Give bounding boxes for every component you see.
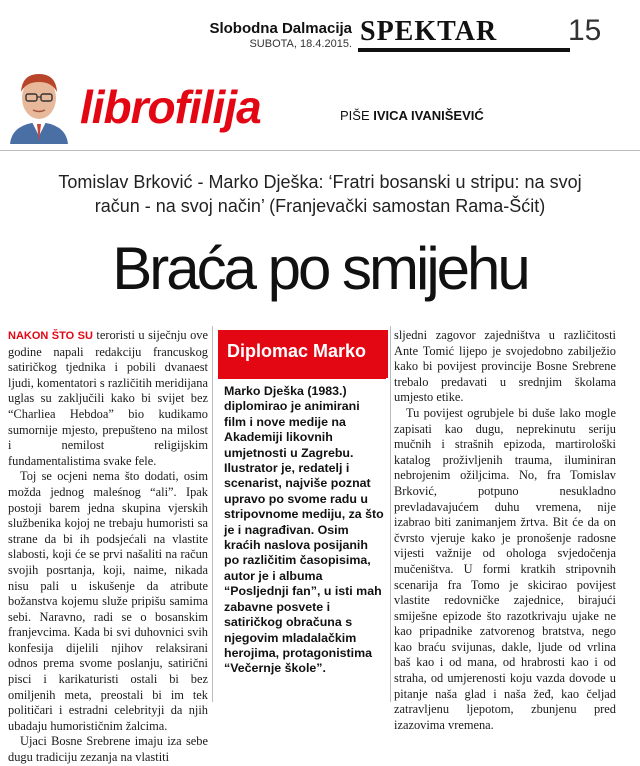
paragraph — [8, 328, 208, 469]
sidebar-body: Marko Dješka (1983.) diplomirao je animirani film i nove medije na Akademiji likovnih umjetnosti u Zagrebu. Ilustrator je, redatelj i scenarist, najviše poznat upravo po svome radu u stripovnome mediju, za što je i nagrađivan. Osim kraćih naslova posijanih po različitim časopisima, autor je i albuma “Posljednji fan”, u isti mah zabavne posvete i satiričkog obračuna s njegovim mladalačkim herojima, protagonistima “Večernje škole”. — [224, 384, 384, 676]
column-author — [340, 108, 484, 123]
paragraph: Toj se ocjeni nema što dodati, osim možda jednog maleśnog “ali”. Ipak postoji barem jedna skupina vjerskih službenika kojoj ne trebaju humoristi sa strane da bi ih podsjećali na vlastite slabosti, koji će se prvi našaliti na račun svojih posrtanja, koji, naime, nikada nisu pali u iskušenje da atribute božanstva kojemu služe pripišu samima sebi. Naravno, radi se o bosanskim franjevcima. Kada bi svi duhovnici svih konfesija dijelili njihov relaksirani odnos prema svome poslanju, satirični pisci i karikaturisti ostali bi bez omiljenih meta, preostali bi im tek političari i estradni celebrityji da njih ubadaju humorističnim žalcima. — [8, 469, 208, 733]
column-divider — [390, 326, 391, 702]
paragraph: Ujaci Bosne Srebrene imaju iza sebe dugu tradiciju zezanja na vlastiti — [8, 734, 208, 765]
paragraph: sljedni zagovor zajedništva u različitosti Ante Tomić lijepo je svojedobno zabilježio kako bi povijest provincije Bosne Srebrene trebalo predavati u srednjim školama umjesto etike. — [394, 328, 616, 405]
page-number: 15 — [568, 14, 602, 47]
lead-in: NAKON ŠTO SU — [8, 330, 93, 342]
header-divider — [0, 150, 640, 151]
newspaper-name: Slobodna Dalmacija — [209, 20, 352, 37]
section-name: SPEKTAR — [360, 16, 498, 47]
sidebar-title: Diplomac Marko — [227, 341, 367, 361]
page-header — [0, 0, 640, 58]
column-divider — [212, 326, 213, 702]
sidebar-rule — [218, 378, 386, 379]
sidebar-box — [218, 330, 388, 702]
column-title: librofilija — [80, 81, 261, 133]
author-photo — [6, 62, 72, 144]
book-info: Tomislav Brković - Marko Dješka: ‘Fratri bosanski u stripu: na svoj račun - na svoj način’ (Franjevački samostan Rama-Šćit) — [58, 172, 582, 216]
article-headline: Braća po smijehu — [112, 235, 528, 302]
issue-date: SUBOTA, 18.4.2015. — [249, 38, 352, 50]
paragraph: Tu povijest ogrubjele bi duše lako mogle zapisati kao dugu, neprekinutu seriju mučnih i strašnih epizoda, martirološki katalog proživljenih trauma, iluminiran nebrojenim ožiljcima. No, fra Tomislav Brković, potpuno nesukladno prevladavajućem duhu vremena, nije izabrao biti zanimanjem žrtva. Bit će da on čvrsto vjeruje kako je pronošenje radosne vijesti važnije od ohologa svjedočenja mučeništva. U formi kratkih stripovnih scenarija fra Tomo je skicirao povijest vlastite redovničke zajednice, birajući smiješne epizode što razotkrivaju ujake ne kao pripadnike zatvorenog bratstva, nego kao braću svijunas, dakle, ljude od vrlina baš kao i od mana, od hrabrosti kao i od straha, od umjerenosti koju vazda dovode u pitanje naša glad i naša žeđ, kao čeljad zatravljenu ljepotom, zbunjenu pred izazovima vremena. — [394, 405, 616, 732]
author-name: IVICA IVANIŠEVIĆ — [373, 108, 484, 123]
article-column-1 — [8, 328, 208, 766]
article-column-3 — [394, 328, 616, 733]
section-rule — [358, 48, 570, 52]
sidebar-header — [218, 330, 388, 378]
paragraph-text: teroristi u siječnju ove godine napali redakciju francuskog satiričkog tjednika i pobili dvanaest ljudi, komentatori s različitih meridijana uglas su zaključili kako bi svijet bez “Charliea Hebdoa” bio kudikamo sumornije mjesto, prepušteno na milost i nemilost religijskim fundamentalistima svake fele. — [8, 328, 208, 468]
author-prefix: PIŠE — [340, 108, 370, 123]
